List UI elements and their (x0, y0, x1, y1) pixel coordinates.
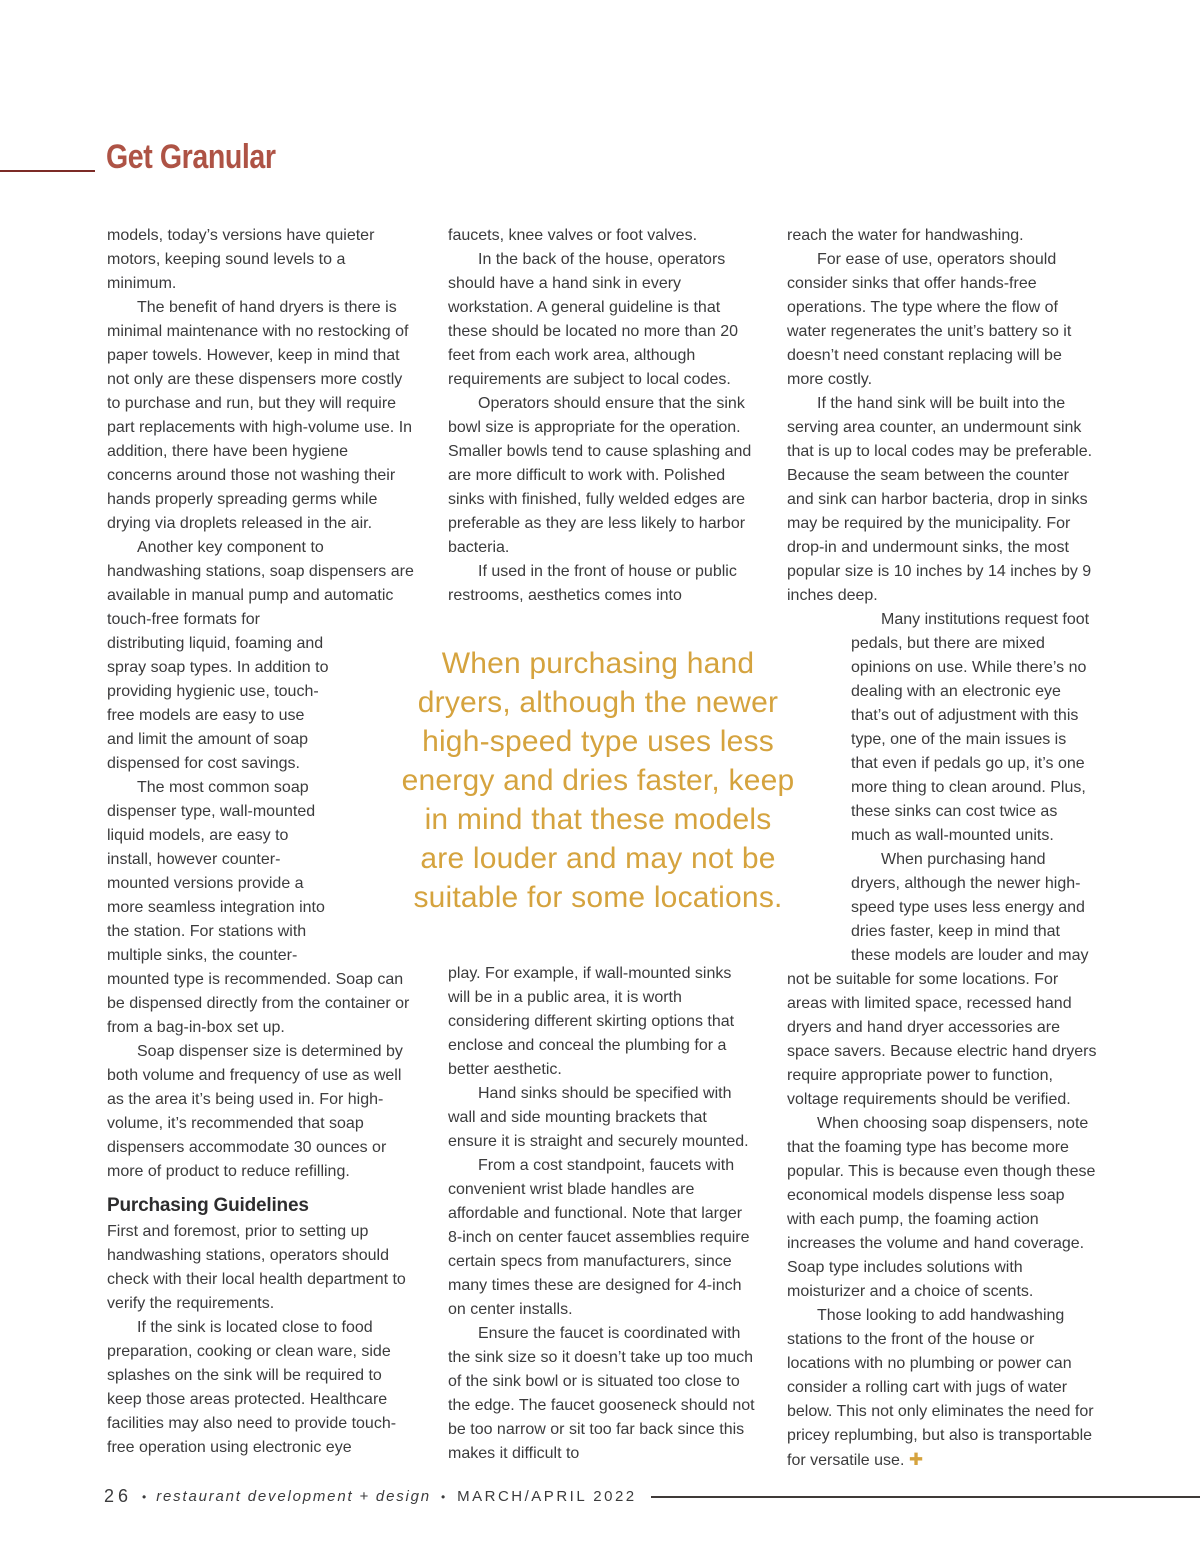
footer-separator-dot: • (142, 1489, 147, 1504)
issue-date: MARCH/APRIL 2022 (457, 1488, 637, 1505)
paragraph: reach the water for handwashing. (787, 227, 1024, 244)
pull-quote-line: in mind that these models (424, 803, 772, 836)
paragraph: models, today’s versions have quieter motors, keeping sound levels to a minimum. (107, 227, 375, 292)
paragraph: When choosing soap dispensers, note that the foaming type has become more popular. This is because even though these economical models dispense less soap with each pump, the foaming action increases the volume and hand coverage. Soap type includes solutions with moisturizer and a choice of scents. (787, 1115, 1096, 1300)
column-2-bottom (448, 962, 758, 1466)
paragraph: The most common soap dispenser type, wall-mounted liquid models, are easy to install, however counter-mounted versions provide a more seamless integration into the station. For stations with multiple sinks, the counter-mounted type is recommended. Soap can be dispensed directly from the container or from a bag-in-box set up. (107, 779, 410, 1036)
paragraph: Hand sinks should be specified with wall and side mounting brackets that ensure it is straight and securely mounted. (448, 1085, 749, 1150)
pull-quote-line: energy and dries faster, keep (401, 764, 795, 797)
paragraph: In the back of the house, operators should have a hand sink in every workstation. A general guideline is that these should be located no more than 20 feet from each work area, although requirements are subject to local codes. (448, 251, 738, 388)
paragraph: If used in the front of house or public restrooms, aesthetics comes into (448, 563, 737, 604)
pull-quote-spacer-left (787, 608, 851, 960)
footer-rule (651, 1496, 1200, 1498)
paragraph: When purchasing hand dryers, although the newer high-speed type uses less energy and dries faster, keep in mind that these models are louder and may not be suitable for some locations. For areas with limited space, recessed hand dryers and hand dryer accessories are space savers. Because electric hand dryers require appropriate power to function, voltage requirements should be verified. (787, 851, 1097, 1108)
paragraph-text: Those looking to add handwashing stations to the front of the house or locations with no plumbing or power can consider a rolling cart with jugs of water below. This not only eliminates the need for pricey replumbing, but also is transportable for versatile use. (787, 1307, 1094, 1469)
pull-quote-line: suitable for some locations. (413, 881, 783, 914)
pull-quote-line: dryers, although the newer (417, 686, 779, 719)
page-number: 26 (104, 1486, 133, 1506)
end-of-article-icon: ✚ (908, 1450, 924, 1470)
pull-quote-line: When purchasing hand (441, 647, 755, 680)
paragraph-text: touch-free formats for distributing liquid, foaming and spray soap types. In addition to providing hygienic use, touch-free models are easy to use and limit the amount of soap dispensed for cost savings. (107, 611, 329, 772)
footer-separator-dot: • (440, 1489, 446, 1504)
paragraph: Ensure the faucet is coordinated with the sink size so it doesn’t take up too much of the sink bowl or is situated too close to the edge. The faucet gooseneck should not be too narrow or sit too far back since this makes it difficult to (448, 1325, 755, 1462)
pull-quote-line: are louder and may not be (420, 842, 776, 875)
pull-quote (356, 644, 840, 917)
paragraph (787, 608, 1097, 848)
paragraph (787, 1304, 1097, 1473)
paragraph: The benefit of hand dryers is there is minimal maintenance with no restocking of paper towels. However, keep in mind that not only are these dispensers more costly to purchase and run, but they will require part replacements with high-volume use. In addition, there have been hygiene concerns around those not washing their hands properly spreading germs while drying via droplets released in the air. (107, 299, 413, 532)
paragraph: Operators should ensure that the sink bowl size is appropriate for the operation. Smaller bowls tend to cause splashing and are more difficult to work with. Polished sinks with finished, fully welded edges are preferable as they are less likely to harbor bacteria. (448, 395, 752, 556)
paragraph: If the hand sink will be built into the serving area counter, an undermount sink that is up to local codes may be preferable. Because the seam between the counter and sink can harbor bacteria, drop in sinks may be required by the municipality. For drop-in and undermount sinks, the most popular size is 10 inches by 14 inches by 9 inches deep. (787, 395, 1093, 604)
section-heading: Purchasing Guidelines (107, 1195, 309, 1216)
paragraph: For ease of use, operators should consider sinks that offer hands-free operations. The type where the flow of water regenerates the unit’s battery so it doesn’t need constant replacing will be more costly. (787, 251, 1072, 388)
paragraph: play. For example, if wall-mounted sinks will be in a public area, it is worth considering different skirting options that enclose and conceal the plumbing for a better aesthetic. (448, 965, 735, 1078)
paragraph: If the sink is located close to food preparation, cooking or clean ware, side splashes on the sink will be required to keep those areas protected. Healthcare facilities may also need to provide touch-free operation using electronic eye (107, 1319, 397, 1456)
magazine-name: restaurant development + design (156, 1488, 431, 1505)
column-3 (787, 224, 1097, 1473)
pull-quote-line: high-speed type uses less (422, 725, 774, 758)
paragraph-text: Many institutions request foot pedals, but there are mixed opinions on use. While there’s no dealing with an electronic eye that’s out of adjustment with this type, one of the main issues is that even if pedals go up, it’s one more thing to clean around. Plus, these sinks can cost twice as much as wall-mounted units. (851, 611, 1090, 844)
paragraph: First and foremost, prior to setting up handwashing stations, operators should check with their local health department to verify the requirements. (107, 1223, 406, 1312)
paragraph: From a cost standpoint, faucets with convenient wrist blade handles are affordable and functional. Note that larger 8-inch on center faucet assemblies require certain specs from manufacturers, since many times these are designed for 4-inch on center installs. (448, 1157, 750, 1318)
kicker-rule (0, 170, 95, 172)
paragraph: Soap dispenser size is determined by both volume and frequency of use as well as the area it’s being used in. For high-volume, it’s recommended that soap dispensers accommodate 30 ounces or more of product to reduce refilling. (107, 1043, 403, 1180)
column-2-top (448, 224, 758, 608)
paragraph: faucets, knee valves or foot valves. (448, 227, 698, 244)
page-title: Get Granular (106, 138, 276, 176)
paragraph-text: Another key component to handwashing stations, soap dispensers are available in manual pump and automatic (107, 539, 414, 604)
footer (104, 1486, 1200, 1507)
